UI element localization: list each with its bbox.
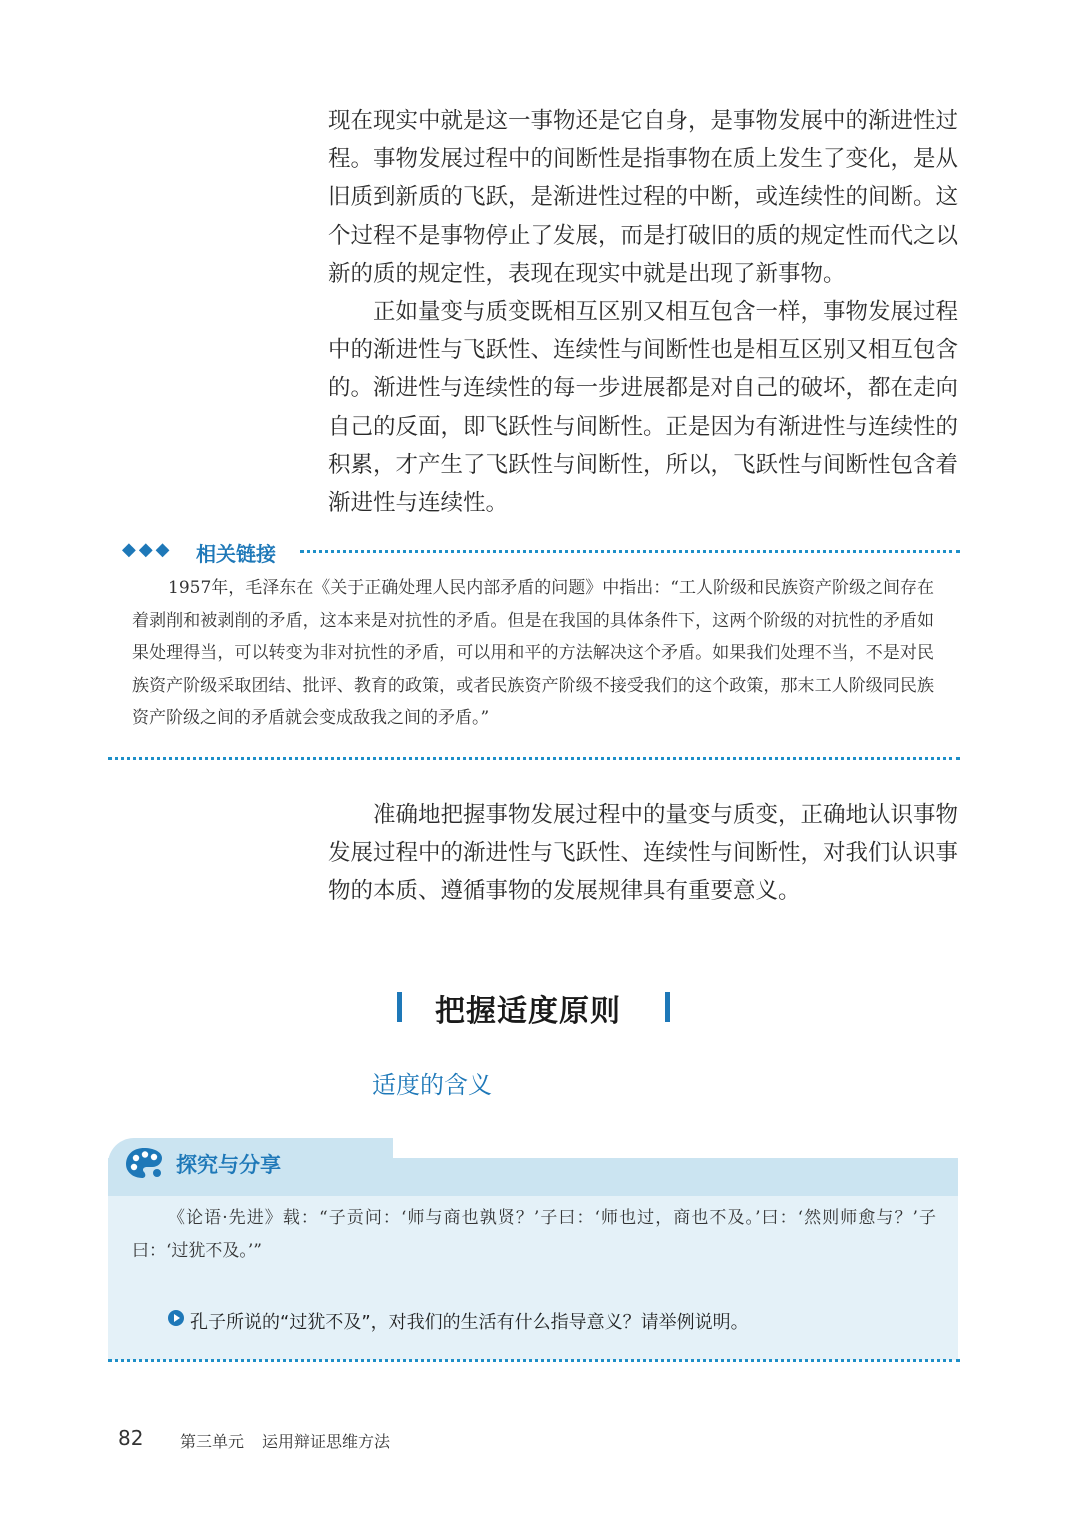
- dotted-divider: [108, 757, 960, 760]
- section-heading: [395, 986, 685, 1030]
- dotted-divider: [108, 1359, 960, 1362]
- dotted-divider: [300, 550, 960, 553]
- heading-bar-left: [397, 992, 402, 1022]
- diamond-bullets-icon: ◆◆◆: [122, 539, 173, 560]
- explore-title: 探究与分享: [176, 1153, 281, 1177]
- sub-heading: 适度的含义: [372, 1071, 492, 1099]
- body-paragraph-3: 准确地把握事物发展过程中的量变与质变，正确地认识事物发展过程中的渐进性与飞跃性、连续性与间断性，对我们认识事物的本质、遵循事物的发展规律具有重要意义。: [328, 802, 959, 905]
- palette-icon: [124, 1146, 164, 1180]
- related-link-header: [122, 538, 960, 564]
- section-title: 把握适度原则: [435, 994, 621, 1029]
- explore-question-text: 孔子所说的“过犹不及”，对我们的生活有什么指导意义？请举例说明。: [190, 1312, 749, 1333]
- body-paragraph-2: 正如量变与质变既相互区别又相互包含一样，事物发展过程中的渐进性与飞跃性、连续性与间断性也是相互区别又相互包含的。渐进性与连续性的每一步进展都是对自己的破坏，都在走向自己的反面，即飞跃性与间断性。正是因为有渐进性与连续性的积累，才产生了飞跃性与间断性，所以，飞跃性与间断性包含着渐进性与连续性。: [328, 299, 959, 517]
- explore-share-box: [108, 1138, 958, 1360]
- footer-unit: 第三单元: [180, 1432, 245, 1451]
- page-number: 82: [118, 1426, 144, 1450]
- body-paragraph-1: 现在现实中就是这一事物还是它自身，是事物发展中的渐进性过程。事物发展过程中的间断性是指事物在质上发生了变化，是从旧质到新质的飞跃，是渐进性过程的中断，或连续性的间断。这个过程不是事物停止了发展，而是打破旧的质的规定性而代之以新的质的规定性，表现在现实中就是出现了新事物。: [328, 108, 959, 287]
- related-link-text: 1957年，毛泽东在《关于正确处理人民内部矛盾的问题》中指出：“工人阶级和民族资产阶级之间存在着剥削和被剥削的矛盾，这本来是对抗性的矛盾。但是在我国的具体条件下，这两个阶级的对抗性的矛盾如果处理得当，可以转变为非对抗性的矛盾，可以用和平的方法解决这个矛盾。如果我们处理不当，不是对民族资产阶级采取团结、批评、教育的政策，或者民族资产阶级不接受我们的这个政策，那末工人阶级同民族资产阶级之间的矛盾就会变成敌我之间的矛盾。”: [132, 578, 934, 729]
- heading-bar-right: [665, 992, 670, 1022]
- explore-quote: 《论语·先进》载：“子贡问：‘师与商也孰贤？’子曰：‘师也过，商也不及。’曰：‘然则师愈与？’子曰：‘过犹不及。’”: [132, 1208, 936, 1261]
- arrow-bullet-icon: [168, 1310, 184, 1326]
- explore-body: [108, 1196, 958, 1360]
- footer-chapter: 运用辩证思维方法: [262, 1432, 391, 1451]
- related-link-title: 相关链接: [196, 542, 276, 566]
